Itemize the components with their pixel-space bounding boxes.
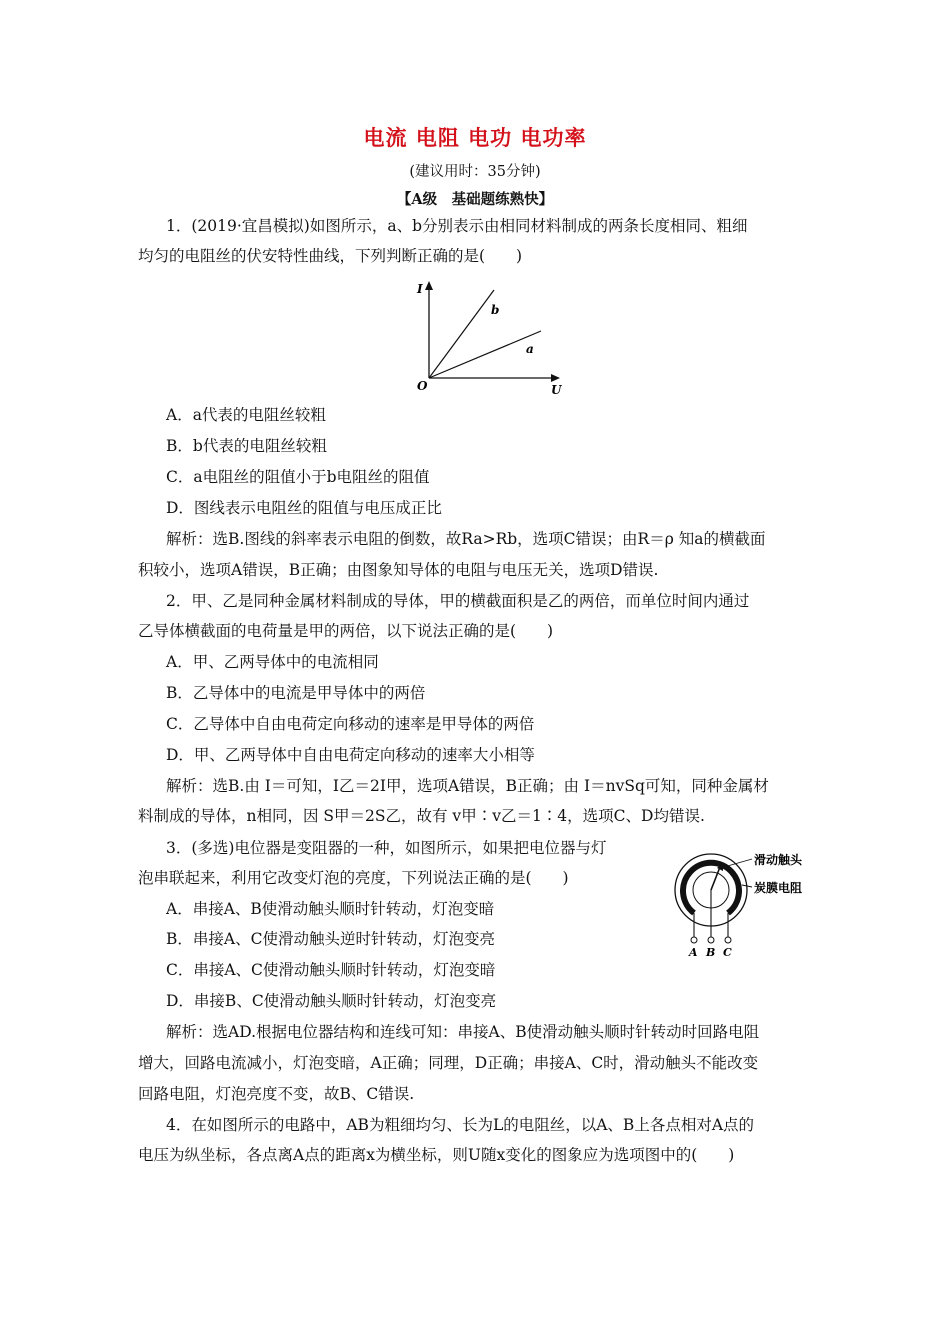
q3-answer-line3: 回路电阻，灯泡亮度不变，故B、C错误. xyxy=(138,1085,415,1103)
graph-line-a-label: a xyxy=(526,342,534,356)
q1-iu-graph xyxy=(405,278,575,400)
q2-stem-line1: 2．甲、乙是同种金属材料制成的导体，甲的横截面积是乙的两倍，而单位时间内通过 xyxy=(166,592,750,610)
q2-option-d: D．甲、乙两导体中自由电荷定向移动的速率大小相等 xyxy=(166,746,535,764)
graph-line-b-label: b xyxy=(491,303,500,317)
q2-answer-line1: 解析：选B.由 I＝可知，I乙＝2I甲，选项A错误，B正确；由 I＝nvSq可知，同种金属材 xyxy=(166,777,769,795)
q1-stem-line2: 均匀的电阻丝的伏安特性曲线，下列判断正确的是( ) xyxy=(138,247,523,265)
section-heading: 【A级 基础题练熟快】 xyxy=(396,191,554,208)
suggested-time: (建议用时：35分钟) xyxy=(409,164,541,180)
pin-a-terminal xyxy=(691,937,697,943)
pin-b-terminal xyxy=(708,937,714,943)
slider-label: 滑动触头 xyxy=(754,853,803,867)
pin-a-label: A xyxy=(689,946,698,957)
q2-stem-line2: 乙导体横截面的电荷量是甲的两倍，以下说法正确的是( ) xyxy=(138,622,554,640)
q1-stem-line1: 1．(2019·宜昌模拟)如图所示，a、b分别表示由相同材料制成的两条长度相同、粗细 xyxy=(166,217,748,235)
q2-option-c: C．乙导体中自由电荷定向移动的速率是甲导体的两倍 xyxy=(166,715,535,733)
pin-b-label: B xyxy=(706,946,716,957)
q1-answer-line1: 解析：选B.图线的斜率表示电阻的倒数，故Ra>Rb，选项C错误；由R＝ρ 知a的横截面 xyxy=(166,530,766,548)
q1-option-c: C．a电阻丝的阻值小于b电阻丝的阻值 xyxy=(166,468,430,486)
pin-c-terminal xyxy=(725,937,731,943)
graph-x-label: U xyxy=(551,383,562,397)
graph-x-arrow xyxy=(551,374,560,382)
q3-potentiometer-figure xyxy=(668,845,828,957)
q2-option-b: B．乙导体中的电流是甲导体中的两倍 xyxy=(166,684,426,702)
q3-answer-line2: 增大，回路电流减小，灯泡变暗，A正确；同理，D正确；串接A、C时，滑动触头不能改变 xyxy=(138,1054,759,1072)
q2-answer-line2: 料制成的导体，n相同，因 S甲＝2S乙，故有 v甲∶v乙＝1∶4，选项C、D均错误. xyxy=(138,807,705,825)
q4-stem-line1: 4．在如图所示的电路中，AB为粗细均匀、长为L的电阻丝，以A、B上各点相对A点的 xyxy=(166,1116,755,1134)
graph-y-arrow xyxy=(425,281,433,290)
q3-answer-line1: 解析：选AD.根据电位器结构和连线可知：串接A、B使滑动触头顺时针转动时回路电阻 xyxy=(166,1023,760,1041)
q2-option-a: A．甲、乙两导体中的电流相同 xyxy=(166,653,379,671)
q1-option-d: D．图线表示电阻丝的阻值与电压成正比 xyxy=(166,499,442,517)
q3-option-a: A．串接A、B使滑动触头顺时针转动，灯泡变暗 xyxy=(166,900,495,918)
q1-option-a: A．a代表的电阻丝较粗 xyxy=(166,406,326,424)
film-label: 炭膜电阻 xyxy=(754,881,803,895)
graph-origin-label: O xyxy=(417,379,428,393)
q3-option-b: B．串接A、C使滑动触头逆时针转动，灯泡变亮 xyxy=(166,930,495,948)
pin-c-label: C xyxy=(723,946,732,957)
q3-stem-line1: 3．(多选)电位器是变阻器的一种，如图所示，如果把电位器与灯 xyxy=(166,839,607,857)
graph-y-label: I xyxy=(417,282,423,296)
page-title: 电流 电阻 电功 电功率 xyxy=(363,125,587,150)
q3-option-d: D．串接B、C使滑动触头顺时针转动，灯泡变亮 xyxy=(166,992,497,1010)
pot-slider xyxy=(711,867,720,890)
q3-option-c: C．串接A、C使滑动触头顺时针转动，灯泡变暗 xyxy=(166,961,496,979)
q3-stem-line2: 泡串联起来，利用它改变灯泡的亮度，下列说法正确的是( ) xyxy=(138,869,569,887)
q1-answer-line2: 积较小，选项A错误，B正确；由图象知导体的电阻与电压无关，选项D错误. xyxy=(138,561,659,579)
q1-option-b: B．b代表的电阻丝较粗 xyxy=(166,437,327,455)
q4-stem-line2: 电压为纵坐标，各点离A点的距离x为横坐标，则U随x变化的图象应为选项图中的( ) xyxy=(138,1146,735,1164)
